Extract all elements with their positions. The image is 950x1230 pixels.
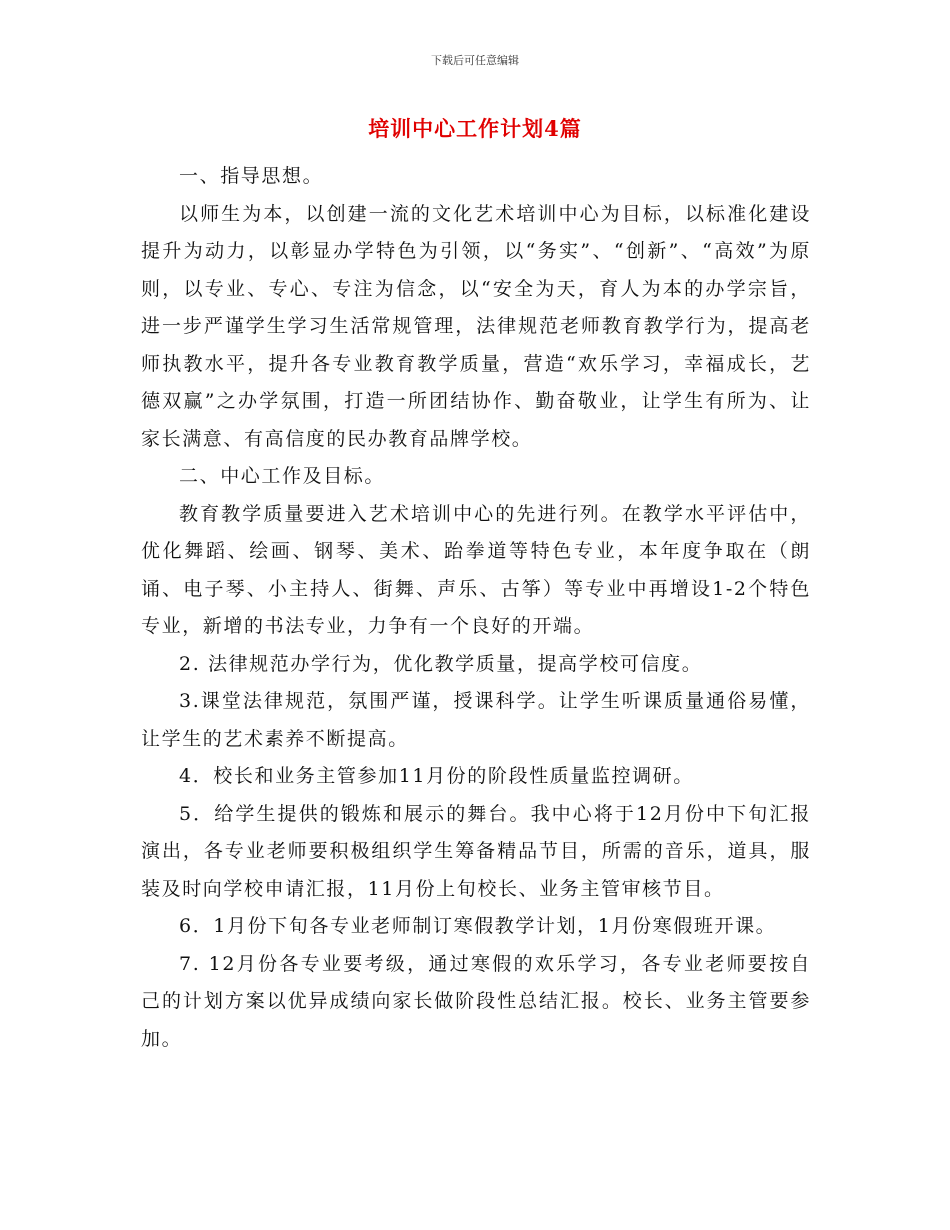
paragraph: 6．1月份下旬各专业老师制订寒假教学计划，1月份寒假班开课。 [179, 915, 777, 937]
paragraph: 教育教学质量要进入艺术培训中心的先进行列。在教学水平评估中，优化舞蹈、绘画、钢琴、美术、跆拳道等特色专业，本年度争取在（朗诵、电子琴、小主持人、街舞、声乐、古筝）等专业中再增设1-2个特色专业，新增的书法专业，力争有一个良好的开端。 [141, 502, 811, 637]
paragraph: 以师生为本，以创建一流的文化艺术培训中心为目标，以标准化建设提升为动力，以彰显办学特色为引领，以“务实”、“创新”、“高效”为原则，以专业、专心、专注为信念，以“安全为天，育人为本的办学宗旨，进一步严谨学生学习生活常规管理，法律规范老师教育教学行为，提高老师执教水平，提升各专业教育教学质量，营造“欢乐学习，幸福成长，艺德双赢”之办学氛围，打造一所团结协作、勤奋敬业，让学生有所为、让家长满意、有高信度的民办教育品牌学校。 [141, 202, 811, 450]
header-note: 下载后可任意编辑 [431, 54, 519, 67]
paragraph: 7. 12月份各专业要考级，通过寒假的欢乐学习，各专业老师要按自己的计划方案以优异成绩向家长做阶段性总结汇报。校长、业务主管要参加。 [141, 952, 811, 1050]
paragraph: 2. 法律规范办学行为，优化教学质量，提高学校可信度。 [179, 652, 703, 675]
paragraph: 一、指导思想。 [179, 165, 324, 187]
document-body [141, 158, 811, 1058]
paragraph: 5．给学生提供的锻炼和展示的舞台。我中心将于12月份中下旬汇报演出，各专业老师要积极组织学生筹备精品节目，所需的音乐，道具，服装及时向学校申请汇报，11月份上旬校长、业务主管审核节目。 [141, 802, 811, 900]
paragraph: 4．校长和业务主管参加11月份的阶段性质量监控调研。 [179, 765, 694, 787]
paragraph: 3.课堂法律规范，氛围严谨，授课科学。让学生听课质量通俗易懂，让学生的艺术素养不断提高。 [141, 690, 811, 750]
document-title: 培训中心工作计划4篇 [368, 116, 582, 141]
paragraph: 二、中心工作及目标。 [179, 465, 386, 487]
